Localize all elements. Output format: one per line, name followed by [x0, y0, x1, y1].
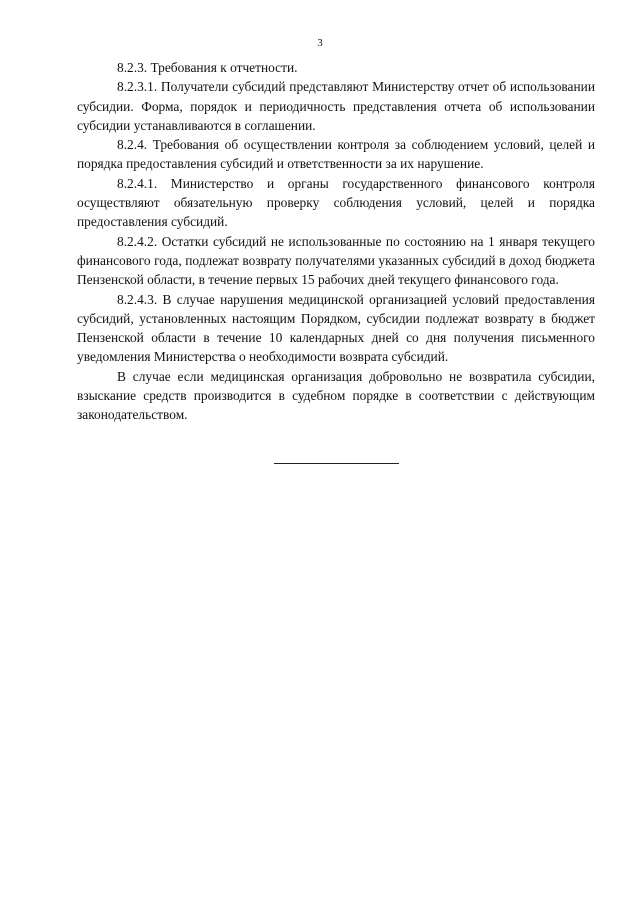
paragraph-8-2-4-3: 8.2.4.3. В случае нарушения медицинской организацией условий предоставления субсидий, установленных настоящим Порядком, субсидии подлежат возврату в бюджет Пензенской области в течение 10 календарных дней со дня получения письменного уведомления Министерства о необходимости возврата субсидий. [77, 291, 595, 365]
page-number: 3 [317, 37, 323, 49]
paragraph-8-2-4-1: 8.2.4.1. Министерство и органы государственного финансового контроля осуществляют обязательную проверку соблюдения условий, целей и порядка предоставления субсидий. [77, 175, 595, 230]
paragraph-8-2-4: 8.2.4. Требования об осуществлении контроля за соблюдением условий, целей и порядка предоставления субсидий и ответственности за их нарушение. [77, 137, 595, 172]
paragraph-8-2-4-2: 8.2.4.2. Остатки субсидий не использованные по состоянию на 1 января текущего финансового года, подлежат возврату получателями указанных субсидий в доход бюджета Пензенской области, в течение первых 15 рабочих дней текущего финансового года. [77, 233, 595, 288]
paragraph-voluntary-return: В случае если медицинская организация добровольно не возвратила субсидии, взыскание средств производится в судебном порядке в соответствии с действующим законодательством. [77, 368, 595, 423]
paragraph-8-2-3-1: 8.2.3.1. Получатели субсидий представляют Министерству отчет об использовании субсидии. Форма, порядок и периодичность представления отчета об использовании субсидии устанавливаются в соглашении. [77, 79, 595, 133]
end-divider-line [274, 463, 399, 464]
paragraph-8-2-3: 8.2.3. Требования к отчетности. [117, 60, 298, 75]
document-body [77, 58, 595, 425]
